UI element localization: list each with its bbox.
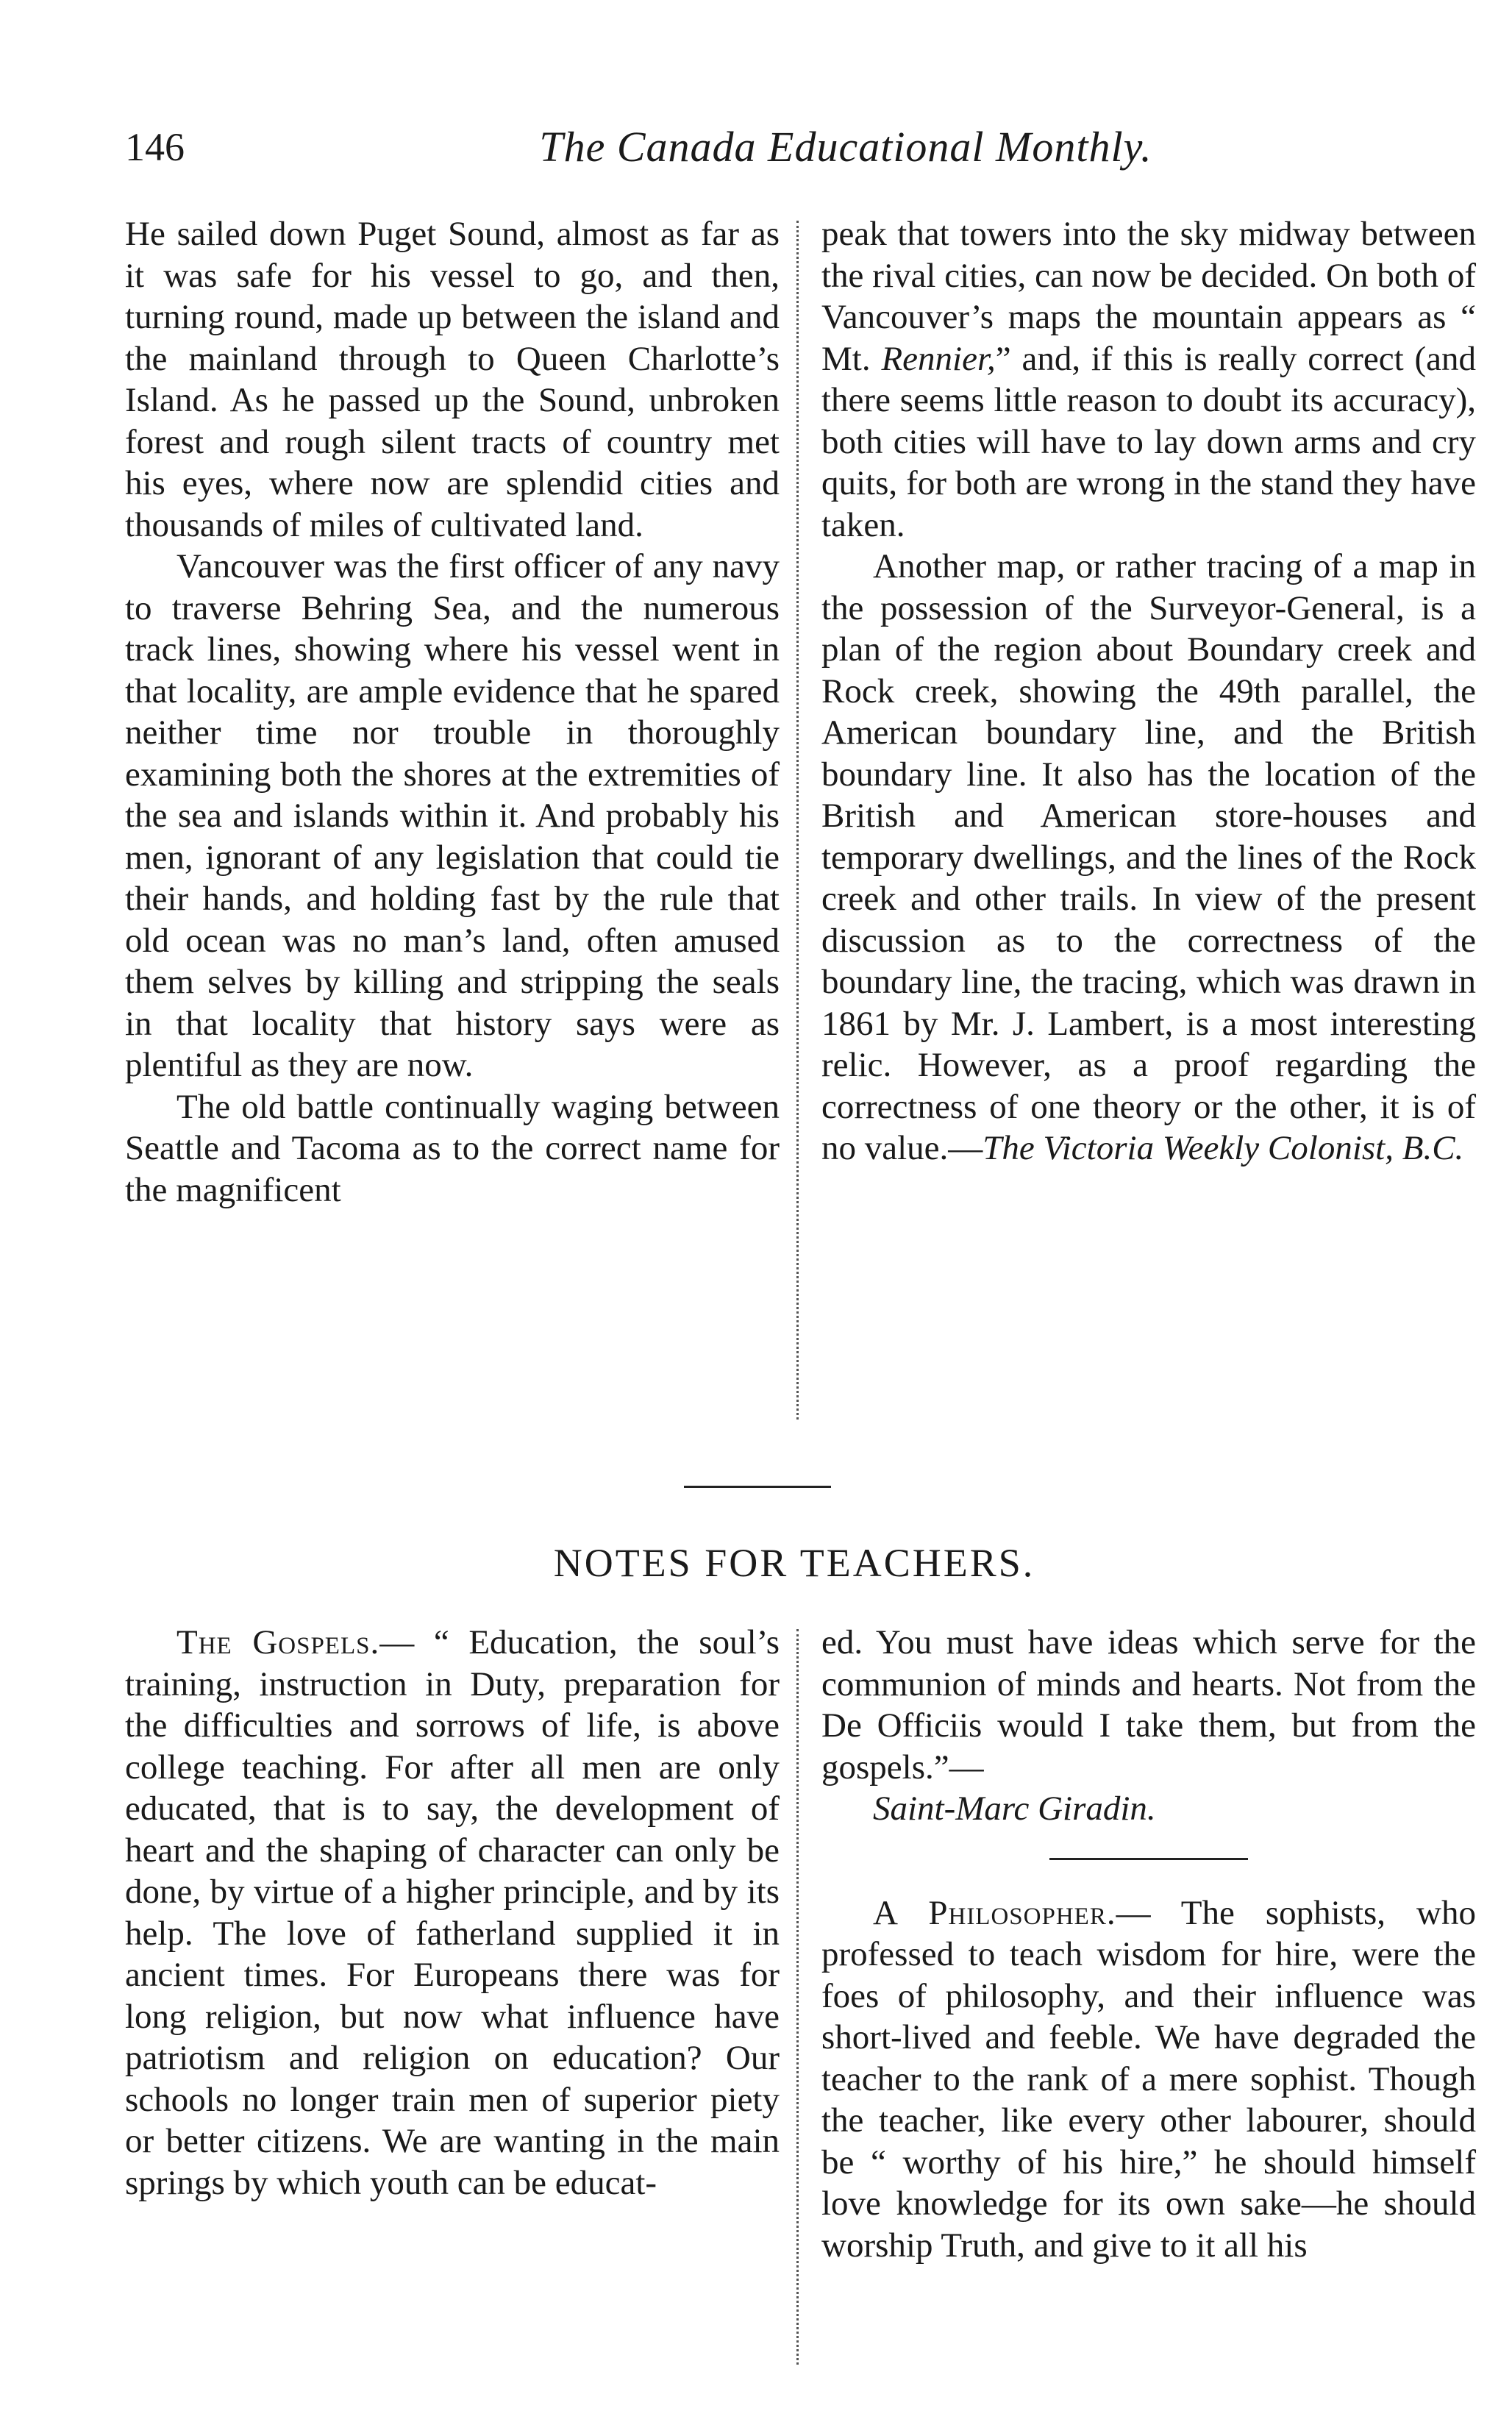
text-run: — The sophists, who professed to teach wisdom for hire, were the foes of philosophy, and their influence was short-lived and feeble. We have degraded the teacher to the rank of a mere sophist. Though the teacher, like every other labourer, should be “ worthy of his hire,” he should himself love knowledge for its own sake—he should worship Truth, and give to it all his — [821, 1893, 1476, 2265]
page-number: 146 — [125, 125, 185, 169]
paragraph: ed. You must have ideas which serve for the communion of minds and hearts. Not from the De Officiis would I take them, but from the gospels.”— — [821, 1623, 1476, 1787]
article-bottom-left-column — [125, 1622, 780, 2204]
paragraph: He sailed down Puget Sound, almost as far as it was safe for his vessel to go, and then, turning round, made up between the island and the mainland through to Queen Charlotte’s Island. As he passed up the Sound, unbroken forest and rough silent tracts of country met his eyes, where now are splendid cities and thousands of miles of cultivated land. — [125, 215, 780, 544]
section-divider — [684, 1486, 831, 1488]
italic-text: Rennier, — [881, 339, 996, 378]
text-run: Another map, or rather tracing of a map in the possession of the Surveyor-General, is a plan of the region about Boundary creek and Rock creek, showing the 49th parallel, the American boundary line, and the British boundary line. It also has the location of the British and American store-houses and temporary dwellings, and the lines of the Rock creek and other trails. In view of the present discussion as to the correctness of the boundary line, the tracing, which was drawn in 1861 by Mr. J. Lambert, is a most interesting relic. However, as a proof regarding the correctness of one theory or the other, it is of no value.— — [821, 547, 1476, 1167]
text-run: — “ Education, the soul’s training, instruction in Duty, preparation for the difficulties and sorrows of life, is above college teaching. For after all men are only educated, that is to say, the development of heart and the shaping of character can only be done, by virtue of a higher principle, and by its help. The love of fatherland supplied it in ancient times. For Europeans there was for long religion, but now what influence have patriotism and religion on education? Our schools no longer train men of superior piety or better citizens. We are wanting in the main springs by which youth can be educat- — [125, 1623, 780, 2202]
column-divider — [796, 221, 799, 1420]
lead-caps: The Gospels. — [176, 1623, 380, 1661]
page-header — [125, 118, 1463, 177]
text-run: ” and, if this is really correct (and there seems little reason to doubt its accuracy), both cities will have to lay down arms and cry quits, for both are wrong in the stand they have taken. — [821, 339, 1477, 544]
paragraph — [821, 1892, 1476, 2267]
paragraph — [125, 1622, 780, 2204]
paragraph — [821, 213, 1476, 546]
small-divider — [1049, 1858, 1248, 1860]
paragraph: The old battle continually waging between Seattle and Tacoma as to the correct name for the magnificent — [125, 1087, 780, 1209]
paragraph: Vancouver was the first officer of any navy to traverse Behring Sea, and the numerous track lines, showing where his vessel went in that locality, are ample evidence that he spared neither time nor trouble in thoroughly examining both the shores at the extremities of the sea and islands within it. And probably his men, ignorant of any legislation that could tie their hands, and holding fast by the rule that old ocean was no man’s land, often amused them selves by killing and stripping the seals in that locality that history says were as plentiful as they are now. — [125, 547, 780, 1084]
paragraph — [821, 546, 1476, 1169]
source-citation: The Victoria Weekly Colonist, B.C. — [983, 1129, 1464, 1167]
column-divider — [796, 1629, 799, 2365]
article-top-right-column — [821, 213, 1476, 1169]
text-run: peak that towers into the sky midway between the rival cities, can now be decided. On both of Vancouver’s maps the mountain appears as “ Mt. — [821, 215, 1476, 378]
article-bottom-right-column — [821, 1622, 1476, 2266]
section-heading: NOTES FOR TEACHERS. — [553, 1541, 1035, 1585]
running-title: The Canada Educational Monthly. — [539, 123, 1152, 171]
lead-caps: A Philosopher. — [873, 1893, 1116, 1932]
article-top-left-column — [125, 213, 780, 1211]
attribution: Saint-Marc Giradin. — [873, 1789, 1156, 1828]
